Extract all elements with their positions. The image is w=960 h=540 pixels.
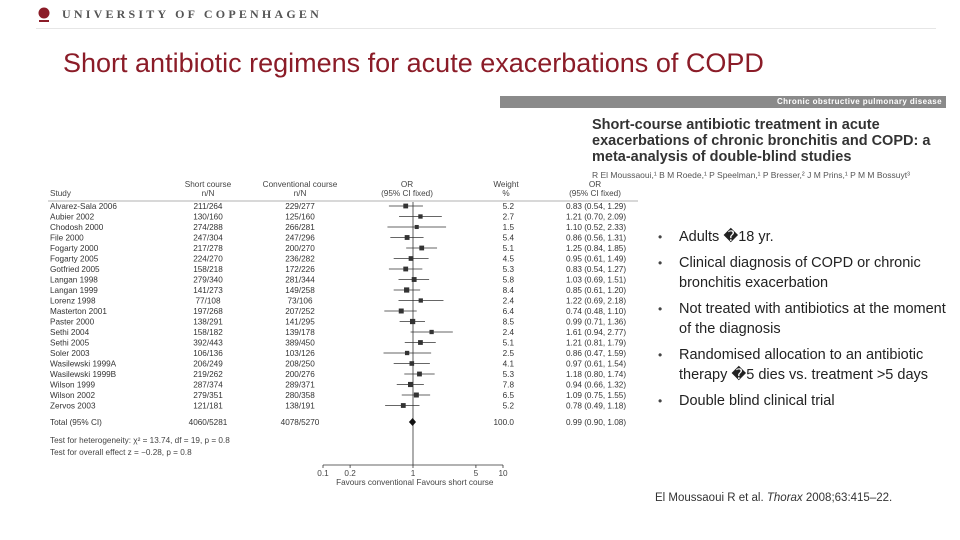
paper-title: Short-course antibiotic treatment in acute exacerbations of chronic bronchitis and COPD: a meta-analysis of double-blind studies — [592, 117, 931, 165]
point-estimate — [419, 246, 424, 251]
study-row-name: Gotfried 2005 — [50, 265, 100, 274]
point-estimate — [404, 287, 409, 292]
study-row-or-ci: 1.03 (0.69, 1.51) — [566, 275, 627, 285]
study-row-or-ci: 0.83 (0.54, 1.29) — [566, 202, 627, 211]
study-row-short: 138/291 — [193, 317, 223, 327]
study-row-name: Langan 1999 — [50, 286, 98, 295]
study-row-or-ci: 1.18 (0.80, 1.74) — [566, 370, 627, 379]
study-row-conventional: 172/226 — [285, 265, 315, 274]
total-row-short: 4060/5281 — [188, 418, 228, 427]
study-row-or-ci: 0.85 (0.61, 1.20) — [566, 286, 627, 295]
study-row-conventional: 73/106 — [287, 296, 313, 306]
total-row-name: Total (95% CI) — [50, 418, 102, 427]
forest-plot — [40, 175, 640, 490]
study-row-weight: 6.4 — [502, 307, 514, 316]
study-row-weight: 4.5 — [502, 254, 514, 264]
study-row-short: 158/182 — [193, 328, 223, 337]
study-row-or-ci: 0.86 (0.47, 1.59) — [566, 349, 627, 358]
header-conventional: Conventional course — [262, 180, 338, 189]
study-row-or-ci: 0.94 (0.66, 1.32) — [566, 380, 627, 390]
axis-tick-label: 0.1 — [317, 469, 329, 478]
study-row-weight: 5.3 — [502, 370, 514, 379]
study-row-name: Wilson 1999 — [50, 380, 96, 390]
study-row-short: 217/278 — [193, 244, 223, 253]
study-row-short: 158/218 — [193, 265, 223, 274]
header-divider — [36, 28, 936, 29]
study-row-name: Fogarty 2000 — [50, 244, 99, 253]
bullet-item: • Not treated with antibiotics at the moment of the diagnosis — [658, 299, 958, 340]
study-row-weight: 5.8 — [502, 275, 514, 285]
study-row-name: Wasilewski 1999A — [50, 359, 117, 369]
journal-section: Chronic obstructive pulmonary disease — [776, 97, 942, 106]
study-row-or-ci: 0.86 (0.56, 1.31) — [566, 233, 627, 243]
point-estimate — [403, 204, 408, 209]
study-row-conventional: 200/270 — [285, 244, 315, 253]
study-row-conventional: 207/252 — [285, 307, 315, 316]
header-study: Study — [50, 189, 71, 198]
study-row-weight: 7.8 — [502, 380, 514, 390]
favours-conventional: Favours conventional — [336, 478, 414, 487]
study-row-weight: 5.2 — [502, 401, 514, 411]
reference-journal: Thorax — [766, 492, 803, 504]
paper-authors: R El Moussaoui,¹ B M Roede,¹ P Speelman,¹ P Bresser,² J M Prins,¹ P M M Bossuyt³ — [592, 170, 910, 180]
study-row-or-ci: 0.78 (0.49, 1.18) — [566, 401, 627, 411]
study-row-weight: 2.5 — [502, 349, 514, 358]
study-row-name: Chodosh 2000 — [50, 223, 104, 232]
study-row-name: Sethi 2004 — [50, 328, 90, 337]
study-row-name: Langan 1998 — [50, 275, 98, 285]
study-row-short: 287/374 — [193, 380, 223, 390]
total-diamond — [409, 418, 416, 426]
study-row-short: 392/443 — [193, 338, 223, 348]
study-row-conventional: 247/296 — [285, 233, 315, 243]
point-estimate — [418, 340, 423, 345]
study-row-name: Paster 2000 — [50, 317, 95, 327]
study-row-weight: 4.1 — [502, 359, 514, 369]
study-row-weight: 2.7 — [502, 212, 514, 222]
study-row-or-ci: 0.99 (0.71, 1.36) — [566, 317, 627, 327]
point-estimate — [412, 277, 417, 282]
study-row-or-ci: 0.95 (0.61, 1.49) — [566, 254, 627, 264]
study-row-name: Aubier 2002 — [50, 212, 95, 222]
study-row-weight: 5.3 — [502, 265, 514, 274]
header-or: OR — [400, 180, 414, 189]
study-row-short: 224/270 — [193, 254, 223, 264]
study-row-conventional: 229/277 — [285, 202, 315, 211]
study-row-conventional: 141/295 — [285, 317, 315, 327]
overall-effect-test: Test for overall effect z = −0.28, p = 0.8 — [50, 448, 192, 457]
inclusion-criteria-list — [658, 227, 958, 416]
study-row-short: 274/288 — [193, 223, 223, 232]
point-estimate — [418, 214, 422, 218]
bullet-item: • Adults �18 yr. — [658, 227, 958, 248]
study-row-weight: 2.4 — [502, 328, 514, 337]
point-estimate — [399, 309, 404, 314]
header-weight: Weight — [493, 180, 519, 189]
study-row-weight: 2.4 — [502, 296, 514, 306]
study-row-conventional: 389/450 — [285, 338, 315, 348]
axis-tick-label: 10 — [498, 469, 508, 478]
study-row-conventional: 103/126 — [285, 349, 315, 358]
study-row-name: Lorenz 1998 — [50, 296, 96, 306]
study-row-name: Soler 2003 — [50, 349, 90, 358]
university-name: UNIVERSITY OF COPENHAGEN — [62, 7, 322, 21]
study-row-name: Wasilewski 1999B — [50, 370, 117, 379]
point-estimate — [414, 393, 419, 398]
study-row-or-ci: 1.10 (0.52, 2.33) — [566, 223, 627, 232]
study-row-name: Zervos 2003 — [50, 401, 96, 411]
study-row-conventional: 139/178 — [285, 328, 315, 337]
point-estimate — [403, 267, 408, 272]
reference-citation: 2008;63:415–22. — [805, 492, 893, 504]
point-estimate — [410, 361, 415, 366]
header-or-ci-2: (95% CI fixed) — [569, 189, 621, 198]
study-row-name: Sethi 2005 — [50, 338, 90, 348]
study-row-short: 279/340 — [193, 275, 223, 285]
point-estimate — [429, 330, 433, 334]
study-row-or-ci: 1.25 (0.84, 1.85) — [566, 244, 627, 253]
study-row-short: 279/351 — [193, 391, 223, 400]
study-row-weight: 5.1 — [502, 338, 514, 348]
heterogeneity-test: Test for heterogeneity: χ² = 13.74, df = 19, p = 0.8 — [50, 436, 230, 445]
study-row-name: Masterton 2001 — [50, 307, 107, 316]
study-row-conventional: 266/281 — [285, 223, 315, 232]
point-estimate — [417, 372, 422, 377]
study-row-short: 141/273 — [193, 286, 223, 295]
study-row-conventional: 281/344 — [285, 275, 315, 285]
study-row-short: 77/108 — [195, 296, 221, 306]
study-row-or-ci: 1.21 (0.70, 2.09) — [566, 212, 627, 222]
study-row-weight: 5.1 — [502, 244, 514, 253]
study-row-or-ci: 0.97 (0.61, 1.54) — [566, 359, 627, 369]
study-row-short: 211/264 — [193, 202, 223, 211]
study-row-conventional: 236/282 — [285, 254, 315, 264]
study-row-or-ci: 0.74 (0.48, 1.10) — [566, 307, 627, 316]
study-row-name: File 2000 — [50, 233, 84, 243]
study-row-or-ci: 0.83 (0.54, 1.27) — [566, 265, 627, 274]
study-row-or-ci: 1.09 (0.75, 1.55) — [566, 391, 627, 400]
reference-authors: El Moussaoui R et al. — [655, 492, 764, 504]
study-row-conventional: 138/191 — [285, 401, 315, 411]
bullet-item: • Randomised allocation to an antibiotic therapy �5 dies vs. treatment >5 days — [658, 345, 958, 386]
study-row-weight: 6.5 — [502, 391, 514, 400]
study-row-weight: 5.4 — [502, 233, 514, 243]
slide-title: Short antibiotic regimens for acute exacerbations of COPD — [63, 48, 764, 78]
study-row-short: 247/304 — [193, 233, 223, 243]
reference — [655, 492, 892, 504]
study-row-weight: 8.5 — [502, 317, 514, 327]
header-or-2: OR — [588, 180, 602, 189]
total-row-weight: 100.0 — [493, 418, 514, 427]
total-row-or-ci: 0.99 (0.90, 1.08) — [566, 418, 627, 427]
study-row-short: 206/249 — [193, 359, 223, 369]
bullet-item: • Double blind clinical trial — [658, 391, 958, 412]
header-conventional-n: n/N — [293, 189, 307, 198]
axis-tick-label: 5 — [473, 469, 479, 478]
study-row-conventional: 208/250 — [285, 359, 315, 369]
study-row-conventional: 200/276 — [285, 370, 315, 379]
study-row-name: Wilson 2002 — [50, 391, 96, 400]
study-row-short: 197/268 — [193, 307, 223, 316]
point-estimate — [405, 235, 410, 240]
study-row-short: 121/181 — [193, 401, 223, 411]
total-row-conventional: 4078/5270 — [280, 418, 320, 427]
study-row-name: Alvarez-Sala 2006 — [50, 202, 117, 211]
university-crest-icon — [36, 6, 52, 24]
study-row-weight: 8.4 — [502, 286, 514, 295]
header-short: Short course — [184, 180, 232, 189]
study-row-name: Fogarty 2005 — [50, 254, 99, 264]
header-or-ci: (95% CI fixed) — [381, 189, 433, 198]
study-row-or-ci: 1.22 (0.69, 2.18) — [566, 296, 627, 306]
study-row-conventional: 125/160 — [285, 212, 315, 222]
header-weight-pct: % — [502, 189, 510, 198]
study-row-or-ci: 1.21 (0.81, 1.79) — [566, 338, 627, 348]
study-row-conventional: 149/258 — [285, 286, 315, 295]
bullet-item: • Clinical diagnosis of COPD or chronic bronchitis exacerbation — [658, 253, 958, 294]
favours-short-course: Favours short course — [416, 478, 494, 487]
study-row-weight: 5.2 — [502, 202, 514, 211]
study-row-or-ci: 1.61 (0.94, 2.77) — [566, 328, 627, 337]
point-estimate — [405, 351, 409, 355]
axis-tick-label: 0.2 — [344, 469, 356, 478]
study-row-conventional: 280/358 — [285, 391, 315, 400]
point-estimate — [415, 225, 419, 229]
study-row-short: 130/160 — [193, 212, 223, 222]
study-row-conventional: 289/371 — [285, 380, 315, 390]
point-estimate — [419, 298, 423, 302]
study-row-weight: 1.5 — [502, 223, 514, 232]
study-row-short: 106/136 — [193, 349, 223, 358]
point-estimate — [401, 403, 406, 408]
axis-tick-label: 1 — [410, 469, 416, 478]
point-estimate — [408, 382, 413, 387]
study-row-short: 219/262 — [193, 370, 223, 379]
header-short-n: n/N — [201, 189, 215, 198]
